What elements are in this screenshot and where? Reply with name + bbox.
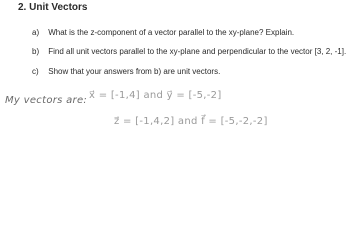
handwritten-answer-line-2: z⃗ = [-1,4,2] and f⃗ = [-5,-2,-2] [114, 116, 268, 127]
question-label: c) [32, 67, 39, 76]
section-heading: 2. Unit Vectors [18, 2, 88, 13]
question-text: Show that your answers from b) are unit vectors. [48, 67, 221, 76]
question-label: b) [32, 47, 40, 56]
handwritten-answer-line-1: x⃗ = [-1,4] and y⃗ = [-5,-2] [89, 90, 222, 101]
question-label: a) [32, 28, 40, 37]
question-c [32, 67, 220, 76]
question-b [32, 47, 346, 56]
question-text: What is the z-component of a vector parallel to the xy-plane? Explain. [48, 28, 295, 37]
question-text: Find all unit vectors parallel to the xy-plane and perpendicular to the vector [3, 2, -1]. [48, 47, 347, 56]
handwritten-intro: My vectors are: [5, 95, 88, 106]
question-a [32, 28, 294, 37]
